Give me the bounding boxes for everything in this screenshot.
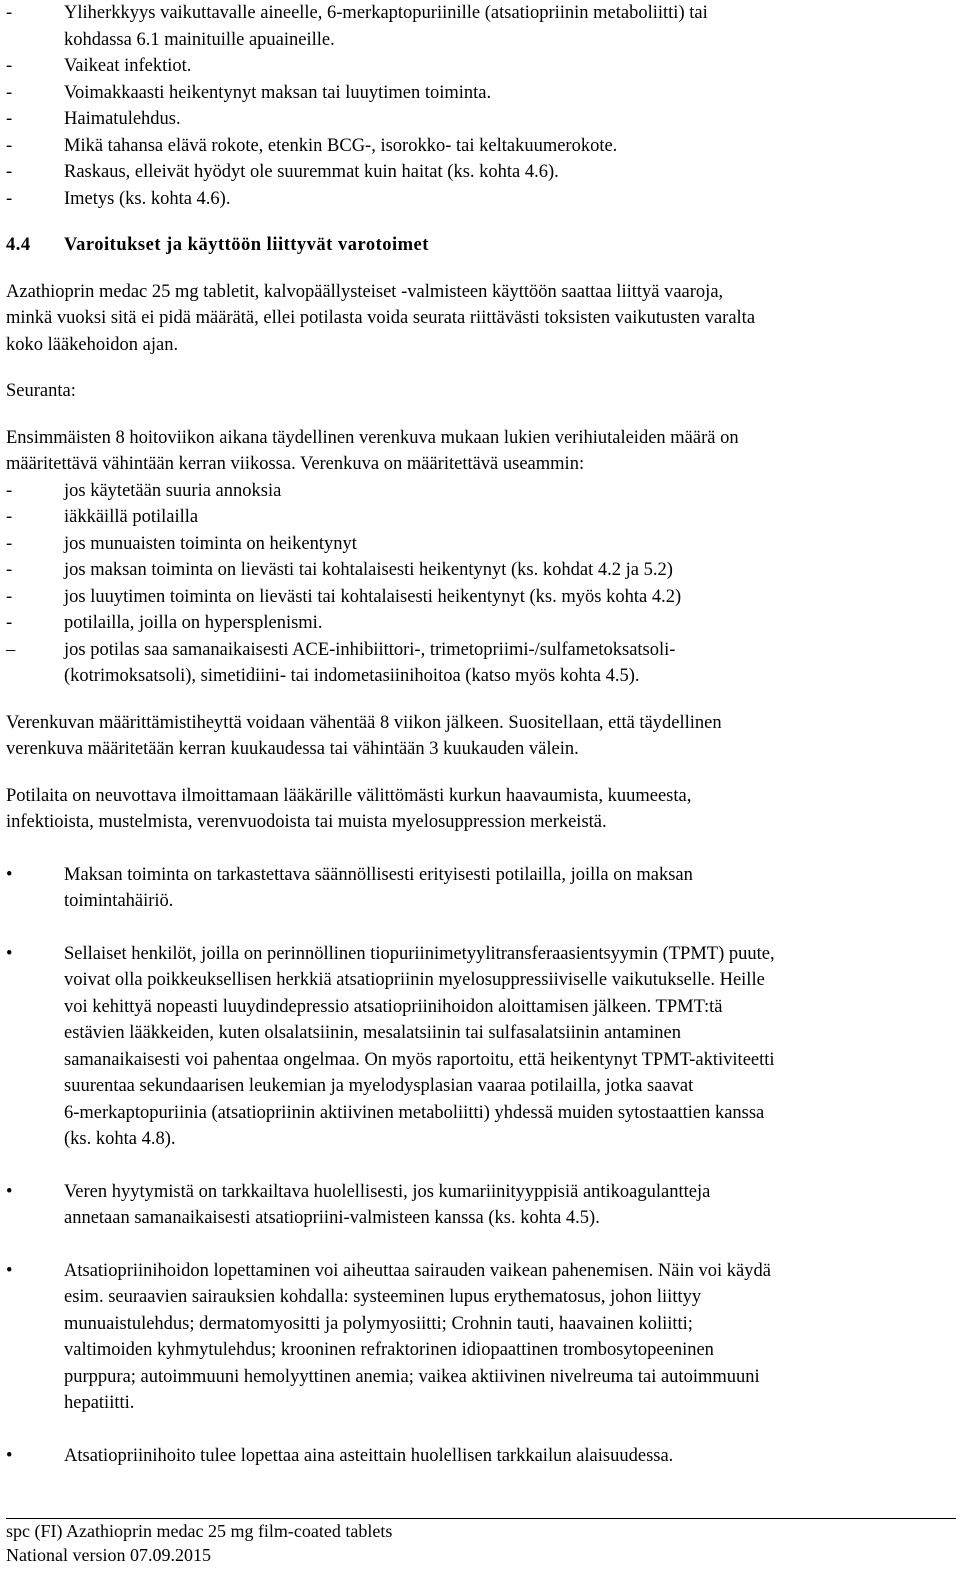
text-line: minkä vuoksi sitä ei pidä määrätä, ellei potilasta voida seurata riittävästi toksisten vaikutusten varalta xyxy=(6,308,756,328)
text-line: Ensimmäisten 8 hoitoviikon aikana täydellinen verenkuva mukaan lukien verihiutaleiden määrä on xyxy=(6,427,739,448)
list-item-text: Vaikeat infektiot. xyxy=(64,56,192,76)
list-marker xyxy=(6,27,64,54)
list-item-text: jos luuytimen toiminta on lievästi tai kohtalaisesti heikentynyt (ks. myös kohta 4.2) xyxy=(64,586,682,607)
list-item-text: jos potilas saa samanaikaisesti ACE-inhibiittori-, trimetopriimi-/sulfametoksatsoli- xyxy=(64,639,676,660)
text-line: Veren hyytymistä on tarkkailtava huolellisesti, jos kumariinityyppisiä antikoagulantteja xyxy=(64,1181,711,1202)
text-line: Potilaita on neuvottava ilmoittamaan lääkärille välittömästi kurkun haavaumista, kuumeesta, xyxy=(6,785,692,806)
text-line: annetaan samanaikaisesti atsatiopriini-valmisteen kanssa (ks. kohta 4.5). xyxy=(64,1208,600,1228)
text-line: Atsatiopriinihoidon lopettaminen voi aiheuttaa sairauden vaikean pahenemisen. Näin voi käydä xyxy=(64,1260,771,1281)
bullet-item xyxy=(6,862,956,915)
text-line: valtimoiden kyhmytulehdus; krooninen refraktorinen idiopaattinen trombosytopeeninen xyxy=(64,1340,714,1360)
list-item-text: iäkkäillä potilailla xyxy=(64,507,199,527)
list-marker: - xyxy=(6,3,13,23)
text-line: Atsatiopriinihoito tulee lopettaa aina asteittain huolellisen tarkkailun alaisuudessa. xyxy=(64,1445,674,1466)
contraindication-item xyxy=(6,159,956,186)
list-marker: - xyxy=(6,135,13,156)
list-marker: - xyxy=(6,162,13,182)
list-marker: - xyxy=(6,82,13,103)
list-marker xyxy=(6,663,64,690)
reduce-paragraph xyxy=(6,710,956,763)
frequent-case-item xyxy=(6,531,956,558)
list-marker: – xyxy=(6,639,16,660)
contraindication-item xyxy=(6,0,956,27)
list-marker: - xyxy=(6,533,13,554)
list-item-text: Voimakkaasti heikentynyt maksan tai luuytimen toiminta. xyxy=(64,82,492,103)
frequent-cases-list xyxy=(6,478,956,690)
bullet-item xyxy=(6,1179,956,1232)
list-item-text: jos maksan toiminta on lievästi tai kohtalaisesti heikentynyt (ks. kohdat 4.2 ja 5.2) xyxy=(64,560,673,580)
bullet-text xyxy=(64,1179,710,1232)
section-heading xyxy=(6,232,956,259)
text-line: voi kehittyä nopeasti luuydindepressio atsatiopriinihoidon aloittamisen jälkeen. TPMT:tä xyxy=(64,996,723,1017)
footer-title: spc (FI) Azathioprin medac 25 mg film-coated tablets xyxy=(6,1521,393,1541)
list-item-text: kohdassa 6.1 mainituille apuaineille. xyxy=(64,29,335,50)
contraindication-item xyxy=(6,80,956,107)
text-line: purppura; autoimmuuni hemolyyttinen anemia; vaikea aktiivinen nivelreuma tai autoimmuuni xyxy=(64,1366,760,1387)
intro-paragraph xyxy=(6,279,956,359)
text-line: samanaikaisesti voi pahentaa ongelmaa. On myös raportoitu, että heikentynyt TPMT-aktiviteetti xyxy=(64,1049,775,1070)
section-title: Varoitukset ja käyttöön liittyvät varotoimet xyxy=(64,235,429,255)
document-page xyxy=(6,0,956,1469)
bullet-icon: • xyxy=(6,1260,13,1281)
bullet-item xyxy=(6,1258,956,1417)
frequent-case-item xyxy=(6,557,956,584)
contraindication-item xyxy=(6,53,956,80)
text-line: toimintahäiriö. xyxy=(64,891,174,911)
list-marker: - xyxy=(6,586,13,607)
text-line: määritettävä vähintään kerran viikossa. Verenkuva on määritettävä useammin: xyxy=(6,454,585,474)
bullet-list xyxy=(6,862,956,1470)
contraindication-item xyxy=(6,186,956,213)
text-line: suurentaa sekundaarisen leukemian ja myelodysplasian vaaraa potilailla, jotka saavat xyxy=(64,1076,694,1096)
frequent-case-item xyxy=(6,610,956,637)
text-line: verenkuva määritetään kerran kuukaudessa tai vähintään 3 kuukauden välein. xyxy=(6,739,579,759)
page-footer xyxy=(6,1518,956,1567)
bullet-item xyxy=(6,1443,956,1470)
advise-paragraph xyxy=(6,783,956,836)
text-line: estävien lääkkeiden, kuten olsalatsiinin, mesalatsiinin tai sulfasalatsiinin antaminen xyxy=(64,1023,682,1043)
list-item-text: jos munuaisten toiminta on heikentynyt xyxy=(64,533,357,554)
list-item-text: Haimatulehdus. xyxy=(64,109,181,129)
contraindication-item xyxy=(6,27,956,54)
list-marker: - xyxy=(6,109,13,129)
text-line: koko lääkehoidon ajan. xyxy=(6,334,179,355)
list-item-text: Yliherkkyys vaikuttavalle aineelle, 6-merkaptopuriinille (atsatiopriinin metaboliitti) tai xyxy=(64,3,708,23)
text-line: infektioista, mustelmista, verenvuodoista tai muista myelosuppression merkeistä. xyxy=(6,812,607,832)
list-item-text: (kotrimoksatsoli), simetidiini- tai indometasiinihoitoa (katso myös kohta 4.5). xyxy=(64,666,640,686)
list-marker: - xyxy=(6,613,13,633)
contraindications-list xyxy=(6,0,956,212)
text-line: Azathioprin medac 25 mg tabletit, kalvopäällysteiset -valmisteen käyttöön saattaa liittyä vaaroja, xyxy=(6,281,724,302)
list-marker: - xyxy=(6,560,13,580)
bullet-item xyxy=(6,941,956,1153)
contraindication-item xyxy=(6,133,956,160)
frequent-case-item xyxy=(6,584,956,611)
monitoring-label: Seuranta: xyxy=(6,381,76,401)
bullet-text xyxy=(64,941,775,1153)
bullet-icon: • xyxy=(6,1445,13,1466)
list-marker: - xyxy=(6,480,13,501)
frequent-case-item xyxy=(6,637,956,664)
frequent-case-item xyxy=(6,663,956,690)
contraindication-item xyxy=(6,106,956,133)
list-marker: - xyxy=(6,507,13,527)
text-line: munuaistulehdus; dermatomyositti ja polymyosiitti; Crohnin tauti, haavainen koliitti; xyxy=(64,1313,693,1334)
text-line: (ks. kohta 4.8). xyxy=(64,1129,176,1149)
bullet-text xyxy=(64,862,693,915)
list-marker: - xyxy=(6,188,13,209)
frequent-case-item xyxy=(6,478,956,505)
section-number: 4.4 xyxy=(6,235,31,255)
text-line: Verenkuvan määrittämistiheyttä voidaan vähentää 8 viikon jälkeen. Suositellaan, että täydellinen xyxy=(6,712,722,733)
monitoring-paragraph xyxy=(6,425,956,690)
text-line: Maksan toiminta on tarkastettava säännöllisesti erityisesti potilailla, joilla on maksan xyxy=(64,864,693,885)
bullet-icon: • xyxy=(6,1181,13,1202)
frequent-case-item xyxy=(6,504,956,531)
footer-version: National version 07.09.2015 xyxy=(6,1545,211,1565)
text-line: voivat olla poikkeuksellisen herkkiä atsatiopriinin myelosuppressiiviselle vaikutukselle. Heille xyxy=(64,970,765,990)
list-item-text: potilailla, joilla on hypersplenismi. xyxy=(64,613,323,633)
list-item-text: Imetys (ks. kohta 4.6). xyxy=(64,188,231,209)
list-item-text: Mikä tahansa elävä rokote, etenkin BCG-, isorokko- tai keltakuumerokote. xyxy=(64,135,618,156)
text-line: esim. seuraavien sairauksien kohdalla: systeeminen lupus erythematosus, johon liittyy xyxy=(64,1287,702,1307)
text-line: 6-merkaptopuriinia (atsatiopriinin aktiivinen metaboliitti) yhdessä muiden sytostaattien kanssa xyxy=(64,1102,765,1123)
list-item-text: jos käytetään suuria annoksia xyxy=(64,480,282,501)
list-item-text: Raskaus, elleivät hyödyt ole suuremmat kuin haitat (ks. kohta 4.6). xyxy=(64,162,559,182)
text-line: Sellaiset henkilöt, joilla on perinnöllinen tiopuriinimetyylitransferaasientsyymin (TPMT) puute, xyxy=(64,943,775,964)
bullet-text xyxy=(64,1443,673,1470)
bullet-text xyxy=(64,1258,771,1417)
bullet-icon: • xyxy=(6,864,13,885)
bullet-icon: • xyxy=(6,943,13,964)
text-line: hepatiitti. xyxy=(64,1393,135,1413)
list-marker: - xyxy=(6,56,13,76)
